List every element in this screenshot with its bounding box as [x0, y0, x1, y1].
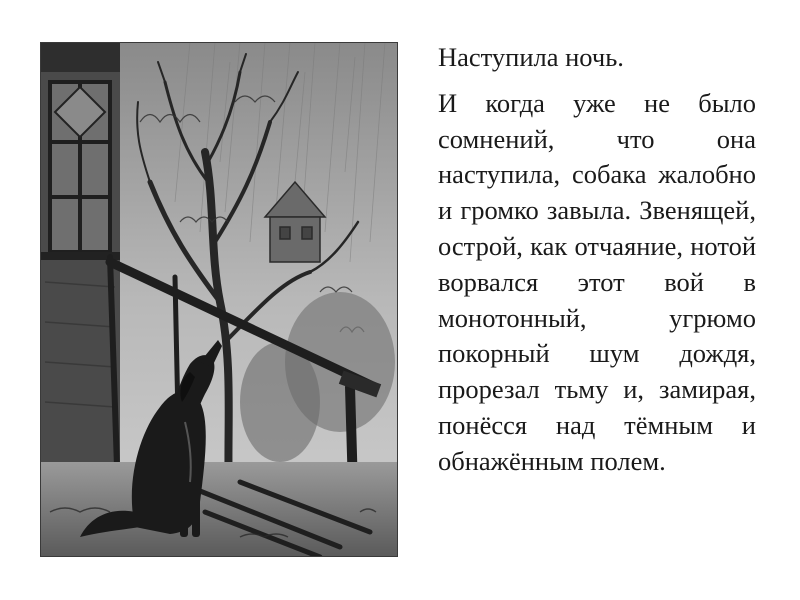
story-title: Наступила ночь.: [438, 42, 624, 72]
ground: [40, 462, 398, 557]
story-paragraph: И когда уже не было сомнений, что она наступила, собака жалобно и громко завыла. Звенящей, острой, как отчаяние, нотой ворвался этот вой в монотонный, угрюмо покорный шум дождя, прорезал тьму и, замирая, понёсся над тёмным и обнажённым полем.: [438, 87, 756, 476]
illustration-drawing: [40, 42, 398, 557]
story-text-block: [438, 40, 756, 480]
dog-howling-illustration: [40, 42, 398, 557]
